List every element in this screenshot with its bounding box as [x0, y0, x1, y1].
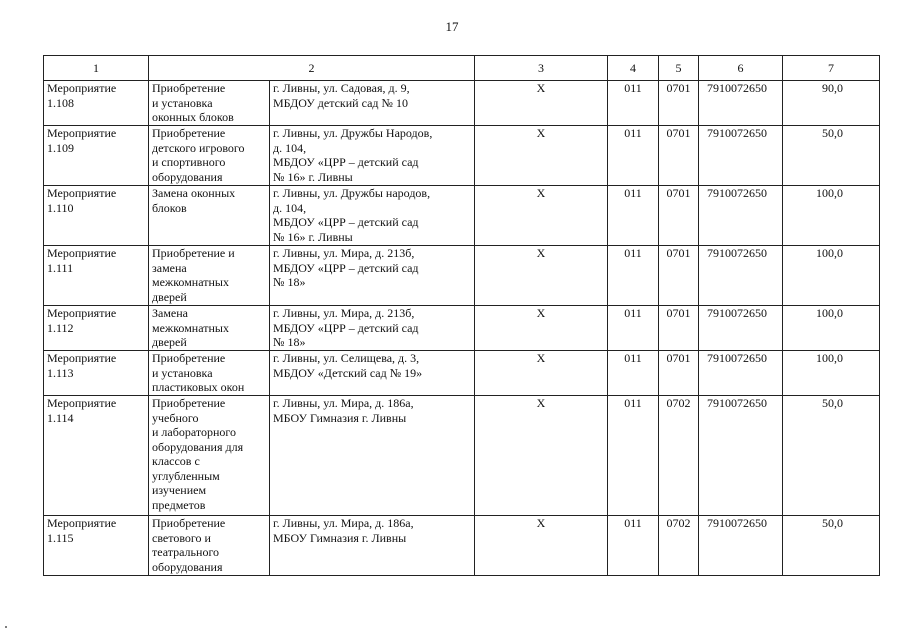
- section-cell: 0702: [659, 396, 699, 516]
- header-cell: 3: [475, 56, 608, 81]
- address-cell: г. Ливны, ул. Мира, д. 213б, МБДОУ «ЦРР – детский сад № 18»: [270, 246, 475, 306]
- amount-cell: 100,0: [783, 351, 880, 396]
- item-cell: Замена межкомнатных дверей: [149, 306, 270, 351]
- address-cell: г. Ливны, ул. Дружбы Народов, д. 104, МБДОУ «ЦРР – детский сад № 16» г. Ливны: [270, 126, 475, 186]
- amount-cell: 100,0: [783, 246, 880, 306]
- target-code-cell: 7910072650: [699, 126, 783, 186]
- address-cell: г. Ливны, ул. Селищева, д. 3, МБДОУ «Детский сад № 19»: [270, 351, 475, 396]
- mark-cell: Х: [475, 186, 608, 246]
- header-cell: 5: [659, 56, 699, 81]
- code-cell: 011: [608, 246, 659, 306]
- target-code-cell: 7910072650: [699, 351, 783, 396]
- target-code-cell: 7910072650: [699, 396, 783, 516]
- amount-cell: 50,0: [783, 516, 880, 576]
- event-cell: Мероприятие 1.111: [44, 246, 149, 306]
- target-code-cell: 7910072650: [699, 306, 783, 351]
- event-cell: Мероприятие 1.109: [44, 126, 149, 186]
- item-cell: Приобретение детского игрового и спортивного оборудования: [149, 126, 270, 186]
- header-cell: 2: [149, 56, 475, 81]
- item-cell: Замена оконных блоков: [149, 186, 270, 246]
- amount-cell: 50,0: [783, 126, 880, 186]
- item-cell: Приобретение и установка пластиковых окон: [149, 351, 270, 396]
- mark-cell: Х: [475, 516, 608, 576]
- code-cell: 011: [608, 396, 659, 516]
- mark-cell: Х: [475, 351, 608, 396]
- header-cell: 6: [699, 56, 783, 81]
- address-cell: г. Ливны, ул. Мира, д. 213б, МБДОУ «ЦРР – детский сад № 18»: [270, 306, 475, 351]
- table-row: [44, 396, 880, 516]
- table-row: [44, 186, 880, 246]
- section-cell: 0701: [659, 81, 699, 126]
- table-row: [44, 246, 880, 306]
- section-cell: 0701: [659, 246, 699, 306]
- table-row: [44, 126, 880, 186]
- item-cell: Приобретение учебного и лабораторного оборудования для классов с углубленным изучением предметов: [149, 396, 270, 516]
- section-cell: 0702: [659, 516, 699, 576]
- item-cell: Приобретение и установка оконных блоков: [149, 81, 270, 126]
- table-row: [44, 81, 880, 126]
- amount-cell: 100,0: [783, 306, 880, 351]
- amount-cell: 100,0: [783, 186, 880, 246]
- header-cell: 1: [44, 56, 149, 81]
- event-cell: Мероприятие 1.113: [44, 351, 149, 396]
- target-code-cell: 7910072650: [699, 246, 783, 306]
- table-row: [44, 516, 880, 576]
- address-cell: г. Ливны, ул. Садовая, д. 9, МБДОУ детский сад № 10: [270, 81, 475, 126]
- section-cell: 0701: [659, 126, 699, 186]
- event-cell: Мероприятие 1.114: [44, 396, 149, 516]
- amount-cell: 50,0: [783, 396, 880, 516]
- event-cell: Мероприятие 1.112: [44, 306, 149, 351]
- mark-cell: Х: [475, 246, 608, 306]
- budget-table: [43, 55, 880, 576]
- event-cell: Мероприятие 1.108: [44, 81, 149, 126]
- item-cell: Приобретение светового и театрального оборудования: [149, 516, 270, 576]
- mark-cell: Х: [475, 306, 608, 351]
- mark-cell: Х: [475, 81, 608, 126]
- table-body: [44, 56, 880, 576]
- code-cell: 011: [608, 516, 659, 576]
- page-number: 17: [445, 19, 459, 34]
- table-row: [44, 306, 880, 351]
- code-cell: 011: [608, 81, 659, 126]
- header-cell: 7: [783, 56, 880, 81]
- header-row: [44, 56, 880, 81]
- address-cell: г. Ливны, ул. Мира, д. 186а, МБОУ Гимназия г. Ливны: [270, 516, 475, 576]
- mark-cell: Х: [475, 396, 608, 516]
- section-cell: 0701: [659, 186, 699, 246]
- target-code-cell: 7910072650: [699, 186, 783, 246]
- target-code-cell: 7910072650: [699, 516, 783, 576]
- event-cell: Мероприятие 1.110: [44, 186, 149, 246]
- table-row: [44, 351, 880, 396]
- scan-speck: [5, 626, 7, 628]
- code-cell: 011: [608, 186, 659, 246]
- amount-cell: 90,0: [783, 81, 880, 126]
- target-code-cell: 7910072650: [699, 81, 783, 126]
- code-cell: 011: [608, 126, 659, 186]
- code-cell: 011: [608, 306, 659, 351]
- address-cell: г. Ливны, ул. Мира, д. 186а, МБОУ Гимназия г. Ливны: [270, 396, 475, 516]
- item-cell: Приобретение и замена межкомнатных дверей: [149, 246, 270, 306]
- address-cell: г. Ливны, ул. Дружбы народов, д. 104, МБДОУ «ЦРР – детский сад № 16» г. Ливны: [270, 186, 475, 246]
- mark-cell: Х: [475, 126, 608, 186]
- section-cell: 0701: [659, 306, 699, 351]
- code-cell: 011: [608, 351, 659, 396]
- header-cell: 4: [608, 56, 659, 81]
- event-cell: Мероприятие 1.115: [44, 516, 149, 576]
- section-cell: 0701: [659, 351, 699, 396]
